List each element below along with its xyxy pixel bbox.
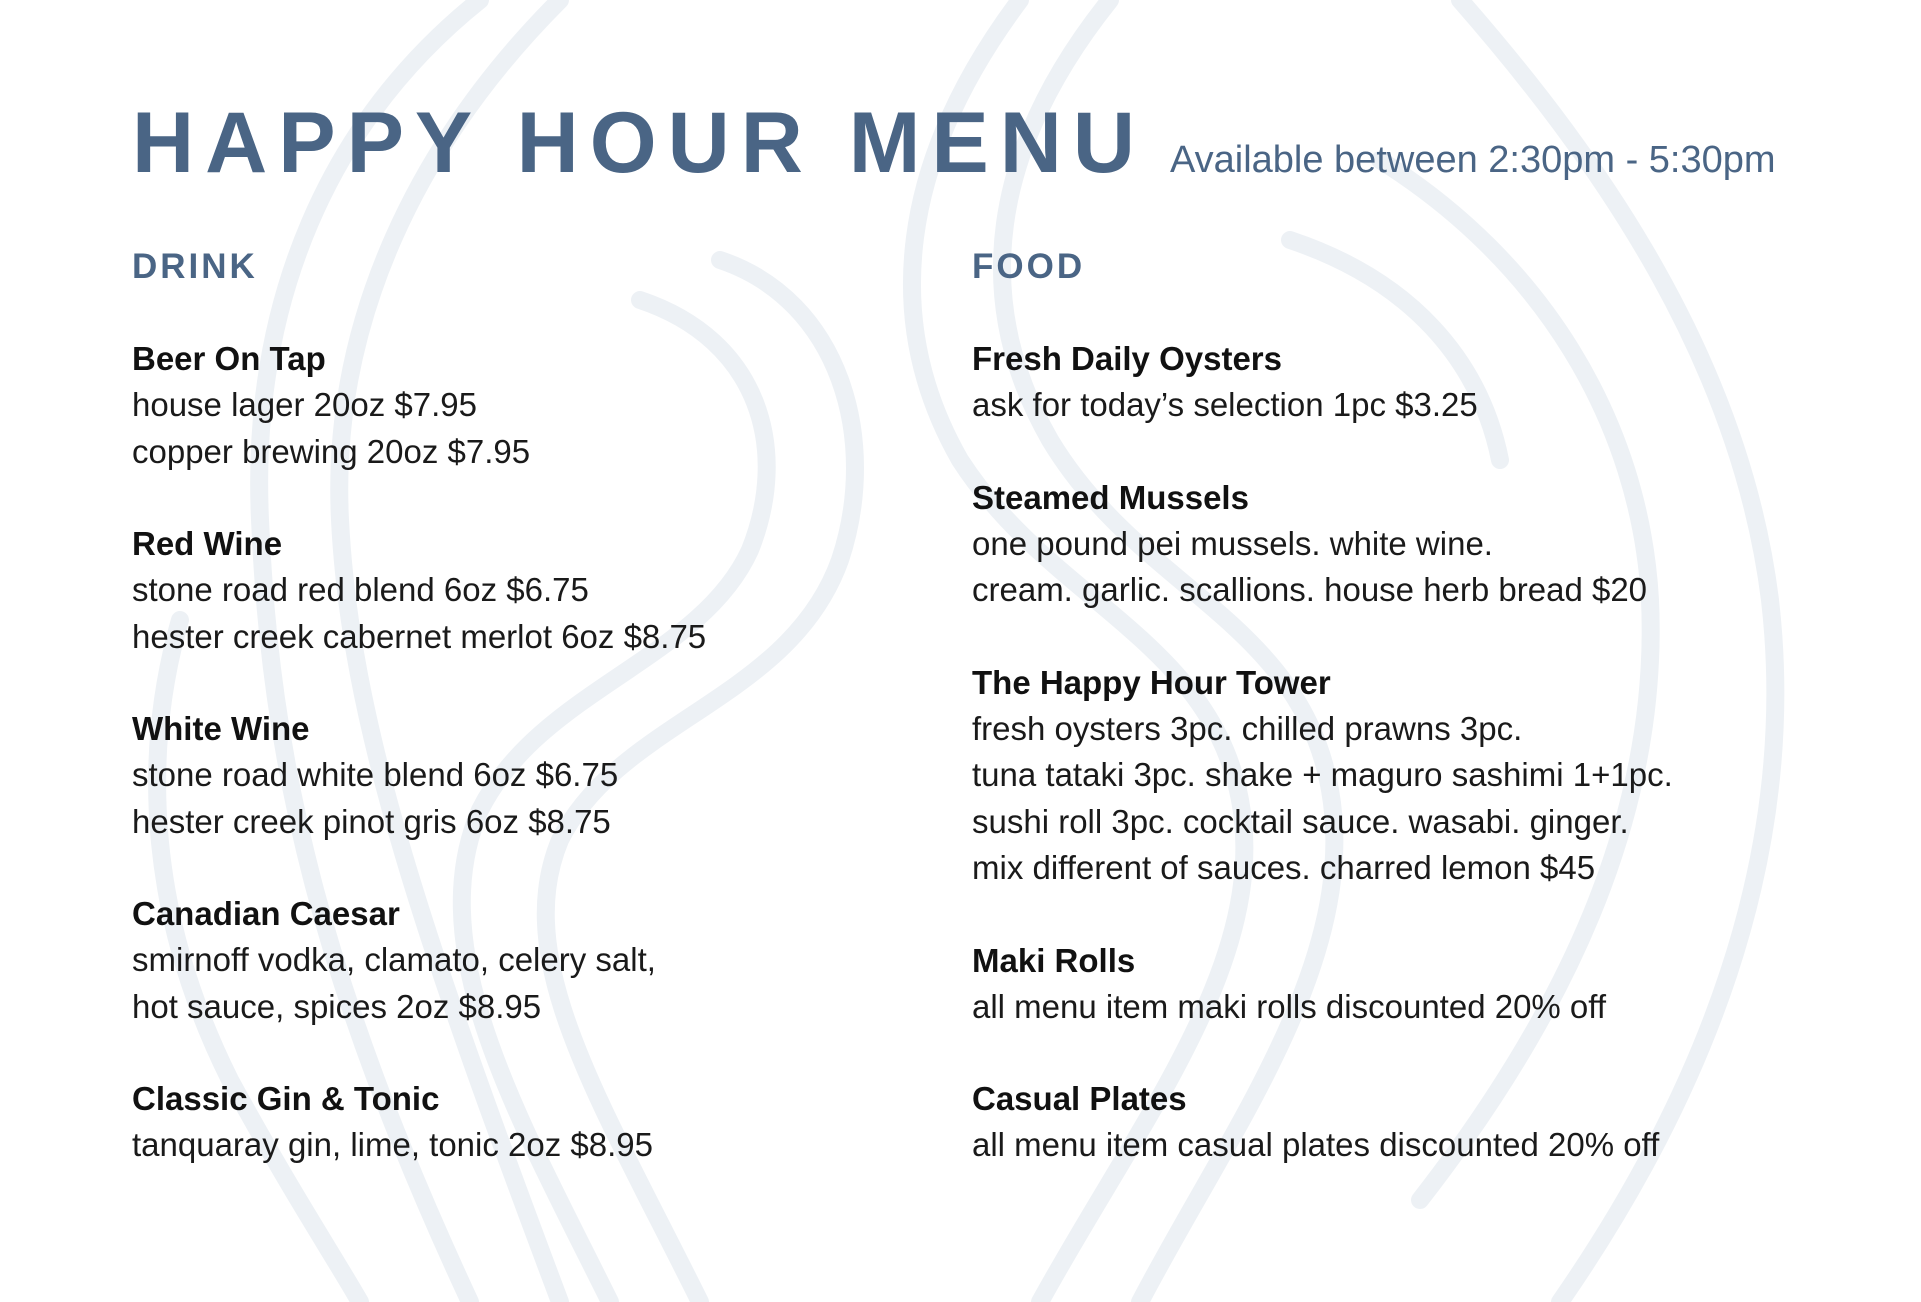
item-name: Red Wine [132, 525, 283, 562]
item-description: copper brewing 20oz $7.95 [132, 432, 531, 470]
item-description: house lager 20oz $7.95 [132, 386, 477, 423]
item-description: mix different of sauces. charred lemon $45 [972, 849, 1596, 886]
menu-item-casual-plates [972, 1076, 1732, 1169]
item-description: hot sauce, spices 2oz $8.95 [132, 987, 542, 1025]
item-description: all menu item casual plates discounted 20% off [972, 1126, 1660, 1163]
item-name: Fresh Daily Oysters [972, 340, 1282, 377]
item-description: all menu item maki rolls discounted 20% off [972, 987, 1607, 1025]
food-heading: FOOD [972, 247, 1086, 286]
item-description: tuna tataki 3pc. shake + maguro sashimi 1+1pc. [972, 756, 1673, 793]
menu-item-canadian-caesar [132, 891, 892, 1030]
item-name: Steamed Mussels [972, 478, 1249, 516]
menu-item-fresh-daily-oysters [972, 336, 1732, 429]
item-description: hester creek pinot gris 6oz $8.75 [132, 802, 611, 840]
item-name: Casual Plates [972, 1080, 1187, 1117]
item-description: stone road white blend 6oz $6.75 [132, 756, 619, 793]
availability-subtitle: Available between 2:30pm - 5:30pm [1169, 139, 1776, 181]
item-name: White Wine [132, 710, 310, 747]
menu-item-beer-on-tap [132, 336, 892, 475]
food-column [972, 246, 1732, 1215]
drink-heading: DRINK [132, 247, 258, 286]
item-name: The Happy Hour Tower [972, 663, 1331, 701]
menu-item-steamed-mussels [972, 475, 1732, 614]
item-name: Beer On Tap [132, 340, 326, 377]
item-name: Canadian Caesar [132, 895, 400, 932]
menu-item-white-wine [132, 706, 892, 845]
item-description: tanquaray gin, lime, tonic 2oz $8.95 [132, 1126, 653, 1163]
item-description: smirnoff vodka, clamato, celery salt, [132, 941, 656, 978]
item-description: one pound pei mussels. white wine. [972, 524, 1493, 562]
item-description: sushi roll 3pc. cocktail sauce. wasabi. ginger. [972, 802, 1629, 840]
item-description: ask for today’s selection 1pc $3.25 [972, 386, 1478, 423]
menu-header [132, 95, 1776, 191]
drink-column [132, 246, 892, 1215]
item-description: hester creek cabernet merlot 6oz $8.75 [132, 617, 707, 655]
item-description: fresh oysters 3pc. chilled prawns 3pc. [972, 709, 1523, 747]
menu-item-classic-gin-tonic [132, 1076, 892, 1169]
item-name: Maki Rolls [972, 941, 1136, 979]
menu-item-red-wine [132, 521, 892, 660]
page-title: HAPPY HOUR MENU [132, 95, 1146, 191]
menu-item-happy-hour-tower [972, 660, 1732, 892]
item-description: stone road red blend 6oz $6.75 [132, 571, 589, 608]
menu-item-maki-rolls [972, 938, 1732, 1031]
item-name: Classic Gin & Tonic [132, 1080, 440, 1117]
item-description: cream. garlic. scallions. house herb bread $20 [972, 571, 1648, 608]
